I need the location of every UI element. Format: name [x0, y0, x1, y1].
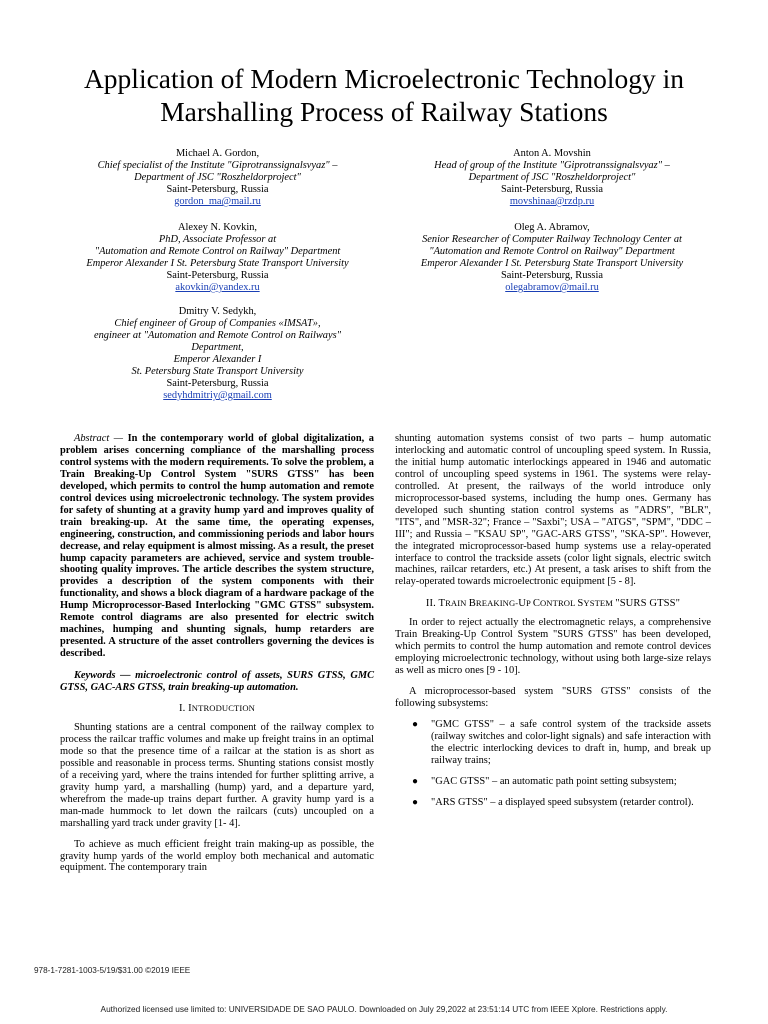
left-column [60, 433, 374, 874]
abstract-text: In the contemporary world of global digitalization, a problem arises concerning compliance of the marshalling process control systems with the modern requirements. To solve the problem, a Train Breaking-Up Control System "SURS GTSS" has been developed, which permits to control the hump automation and remote control devices using microelectronic technology. The system provides for safety of shunting at a gravity hump yard and improves quality of train breaking-up. At the same time, the operating expenses, engineering, construction, and commissioning periods and labor hours decrease, and relay equipment is almost missing. As a result, the preset hump capacity parameters are achieved, service and system trouble-shooting quality improves. The article describes the system structure, provides a description of the system components with their functionality, and shows a block diagram of a hardware package of the Hump Microprocessor-Based Interlocking "GMC GTSS" subsystem. Remote control diagrams are also presented for electric switch machines, humping and shunting signals, hump retarders are presented. A structure of the asset controllers governing the devices is described. [60, 433, 374, 660]
license-footer: Authorized licensed use limited to: UNIVERSIDADE DE SAO PAULO. Downloaded on July 29,2022 at 23:51:14 UTC from IEEE Xplore. Restrictions apply. [100, 1004, 668, 1014]
author-block-sedykh [40, 306, 395, 402]
author-role-line: Emperor Alexander I St. Petersburg State Transport University [420, 258, 684, 269]
author-role-line: Chief engineer of Group of Companies «IMSAT», [114, 318, 321, 329]
author-block-gordon [40, 148, 395, 208]
bullet-icon: ● [412, 796, 419, 808]
author-email-link[interactable]: sedyhdmitriy@gmail.com [163, 390, 272, 401]
heading-initial: B [468, 598, 476, 610]
author-location: Saint-Petersburg, Russia [166, 378, 269, 389]
author-name: Alexey N. Kovkin, [177, 222, 258, 233]
heading-initial: C [532, 598, 540, 610]
keywords-paragraph: Keywords — microelectronic control of assets, SURS GTSS, GMC GTSS, GAC-ARS GTSS, train breaking-up automation. [60, 670, 374, 694]
author-role-line: Senior Researcher of Computer Railway Technology Center at [422, 234, 682, 245]
author-role-line: Emperor Alexander I [173, 354, 262, 365]
heading-small-caps: RAIN [445, 598, 469, 609]
author-role-line: PhD, Associate Professor at [158, 234, 277, 245]
author-block-movshin [376, 148, 728, 208]
author-name: Michael A. Gordon, [175, 148, 260, 159]
author-role-line: "Automation and Remote Control on Railway" Department [429, 246, 675, 257]
author-block-abramov [376, 222, 728, 294]
right-column [395, 433, 711, 818]
list-item [395, 797, 711, 809]
section-title-rest: NTRODUCTION [191, 703, 255, 714]
list-item-text: "ARS GTSS" – a displayed speed subsystem (retarder control). [431, 796, 694, 808]
section-numeral: II. [425, 598, 436, 610]
author-role-line: Chief specialist of the Institute "Giprotranssignalsvyaz" – [97, 160, 338, 171]
author-email-link[interactable]: olegabramov@mail.ru [505, 282, 599, 293]
list-item-text: "GAC GTSS" – an automatic path point setting subsystem; [431, 775, 677, 787]
heading-small-caps: YSTEM [583, 598, 616, 609]
section-numeral: I. [179, 703, 186, 715]
copyright-footer: 978-1-7281-1003-5/19/$31.00 ©2019 IEEE [34, 966, 191, 975]
author-role-line: St. Petersburg State Transport University [131, 366, 304, 377]
abstract-paragraph [60, 433, 374, 660]
bullet-icon: ● [412, 775, 419, 787]
heading-initial: U [518, 598, 527, 610]
list-item-text: "GMC GTSS" – a safe control system of the trackside assets (railway switches and color-light signals) and safe interaction with the electric interlocking devices to draft in, hump, and break up railway trains; [431, 719, 711, 766]
author-location: Saint-Petersburg, Russia [166, 184, 269, 195]
author-name: Dmitry V. Sedykh, [178, 306, 257, 317]
heading-small-caps: P [526, 598, 533, 609]
author-role-line: Department of JSC "Roszheldorproject" [468, 172, 636, 183]
author-name: Anton A. Movshin [513, 148, 591, 159]
author-role-line: Head of group of the Institute "Giprotranssignalsvyaz" – [434, 160, 670, 171]
abstract-label: Abstract — [74, 433, 124, 444]
subsystem-list [395, 719, 711, 809]
right-paragraph-continued: shunting automation systems consist of two parts – hump automatic interlocking and automatic control of uncoupling speed system. In Russia, the initial hump automatic interlockings appeared in 1946 and automatic control of uncoupling speed systems in 1961. The systems were relay-controlled. At present, the railways of the world introduce only microprocessor-based systems, including the hump ones. Germany has developed such shunting station control systems as "ADRS", "BLR", "ITS", and "MSR-32"; France – "Saxbi"; USA – "ATGS", "SPM", "DDC – III"; and Russia – "KSAU SP", "GAC-ARS GTSS", "SKA-SP". However, the integrated microprocessor-based hump systems use a relay-operated interface to control the trackside assets (color light signals, electric switch machines, railcar retarders, etc.) At present, a task arises to shift from the relay-operated towards microelectronic equipment [5 - 8]. [395, 433, 711, 588]
bullet-icon: ● [412, 719, 419, 731]
heading-initial: S [577, 598, 584, 610]
author-name: Oleg A. Abramov, [514, 222, 590, 233]
heading-small-caps: REAKING- [475, 598, 519, 609]
author-location: Saint-Petersburg, Russia [501, 270, 603, 281]
author-location: Saint-Petersburg, Russia [501, 184, 603, 195]
author-email-link[interactable]: movshinaa@rzdp.ru [509, 196, 595, 207]
author-location: Saint-Petersburg, Russia [166, 270, 269, 281]
paper-title: Application of Modern Microelectronic Technology in Marshalling Process of Railway Stations [83, 63, 685, 127]
heading-initial: T [438, 598, 446, 610]
author-email-link[interactable]: akovkin@yandex.ru [175, 282, 260, 293]
intro-paragraph-2: To achieve as much efficient freight train making-up as possible, the gravity hump yards of the world employ both mechanical and automatic equipment. The contemporary train [60, 838, 374, 874]
section-title-initial: I [188, 703, 192, 715]
section2-paragraph-1: In order to reject actually the electromagnetic relays, a comprehensive Train Breaking-Up Control System "SURS GTSS" has been developed, which permits to control the hump automation and remote control devices employing microelectronic technology, without using both large-size relays as well as micro ones [9 - 10]. [395, 617, 711, 677]
author-block-kovkin [40, 222, 395, 294]
author-role-line: "Automation and Remote Control on Railway" Department [94, 246, 341, 257]
author-email-link[interactable]: gordon_ma@mail.ru [174, 196, 261, 207]
list-item [395, 776, 711, 788]
author-role-line: Department of JSC "Roszheldorproject" [134, 172, 301, 183]
section2-paragraph-2: A microprocessor-based system "SURS GTSS" consists of the following subsystems: [395, 686, 711, 710]
heading-tail: "SURS GTSS" [615, 598, 681, 610]
author-role-line: Emperor Alexander I St. Petersburg State Transport University [86, 258, 349, 269]
intro-paragraph-1: Shunting stations are a central component of the railway complex to process the railcar traffic volumes and make up freight trains in an optimal mode so that the presence time of a railcar at the station is as short as possible and reasonable in process terms. Shunting stations consist mostly of a receiving yard, where the trains intended for further splitting arrive, a gravity hump yard, a marshalling (hump) yard, and a departure yard, wherefrom the made-up trains depart further. A gravity hump yard is a man-made hummock to let down the railcars (cuts) uncoupled on a marshalling yard track under gravity [1- 4]. [60, 721, 374, 829]
list-item [395, 719, 711, 767]
section-heading-surs-gtss [395, 598, 711, 610]
author-role-line: Department, [191, 342, 244, 353]
section-heading-introduction [60, 703, 374, 715]
author-role-line: engineer at "Automation and Remote Control on Railways" [93, 330, 341, 341]
heading-small-caps: ONTROL [540, 598, 578, 609]
